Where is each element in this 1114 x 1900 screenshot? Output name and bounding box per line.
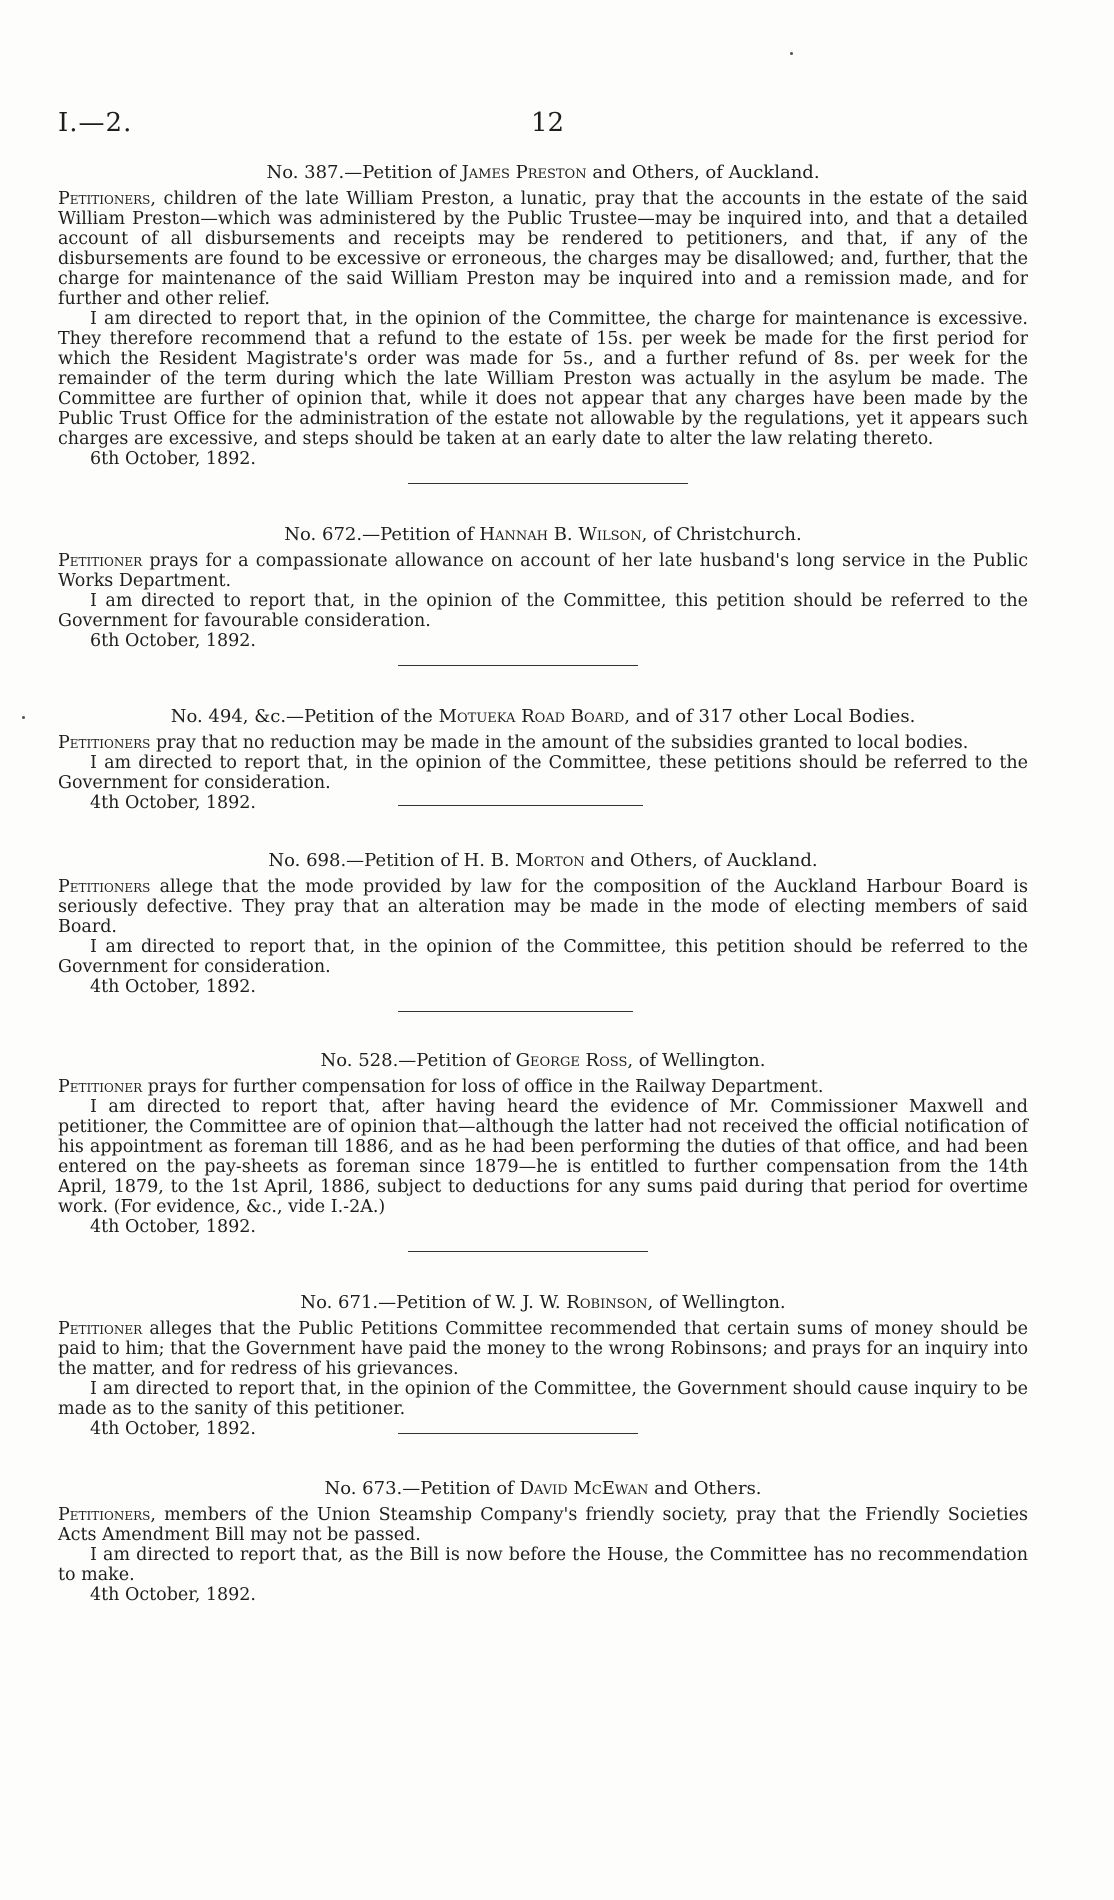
petition-summary: [58, 1077, 1028, 1097]
petition-title-suffix: and Others, of Auckland.: [590, 850, 818, 871]
report-date: 6th October, 1892.: [90, 449, 256, 469]
petition-number: No. 387.—Petition of: [266, 162, 456, 183]
petitioner-lead-word: Petitioner: [58, 1319, 143, 1339]
ink-speck: [790, 52, 793, 55]
petition-text: allege that the mode provided by law for the composition of the Auckland Harbour Board is seriously defective. They pray that an alteration may be made in the mode of electing members of said Board.: [58, 877, 1028, 937]
report-date: 4th October, 1892.: [90, 977, 256, 997]
petition-summary: [58, 877, 1028, 937]
petition-number: No. 671.—Petition of: [300, 1292, 490, 1313]
petition-number: No. 494, &c.—Petition of the: [170, 706, 433, 727]
petitioner-name: James Preston: [461, 162, 587, 183]
petition-number: No. 698.—Petition of: [268, 850, 458, 871]
committee-report: I am directed to report that, in the opinion of the Committee, this petition should be referred to the Government for consideration.: [58, 937, 1028, 977]
petition-text: , members of the Union Steamship Company's friendly society, pray that the Friendly Societies Acts Amendment Bill may not be passed.: [58, 1505, 1028, 1545]
report-date: 6th October, 1892.: [90, 631, 256, 651]
page-header: [58, 108, 1028, 148]
petitioner-lead-word: Petitioners: [58, 877, 151, 897]
petition-text: pray that no reduction may be made in the amount of the subsidies granted to local bodies.: [150, 733, 969, 753]
petition-title-suffix: , of Christchurch.: [641, 524, 802, 545]
petition-title-suffix: and Others.: [654, 1478, 762, 1499]
petition-block: [58, 162, 1028, 484]
petition-number: No. 528.—Petition of: [320, 1050, 510, 1071]
petition-block: [58, 524, 1028, 666]
petition-title: [58, 850, 1028, 872]
petition-summary: [58, 189, 1028, 309]
petitioner-name: David McEwan: [519, 1478, 649, 1499]
petition-summary: [58, 551, 1028, 591]
petitioner-name: W. J. W. Robinson: [495, 1292, 648, 1313]
committee-report: I am directed to report that, in the opinion of the Committee, these petitions should be referred to the Government for consideration.: [58, 753, 1028, 793]
petition-title: [58, 524, 1028, 546]
committee-report: I am directed to report that, in the opinion of the Committee, the Government should cause inquiry to be made as to the sanity of this petitioner.: [58, 1379, 1028, 1419]
committee-report: I am directed to report that, as the Bill is now before the House, the Committee has no recommendation to make.: [58, 1545, 1028, 1585]
petition-block: [58, 850, 1028, 1012]
petition-block: [58, 706, 1028, 813]
petition-title-suffix: , and of 317 other Local Bodies.: [624, 706, 916, 727]
report-date: 4th October, 1892.: [90, 1217, 256, 1237]
petitioner-name: Hannah B. Wilson: [479, 524, 642, 545]
petition-block: [58, 1292, 1028, 1439]
petition-text: alleges that the Public Petitions Committee recommended that certain sums of money should be paid to him; that the Government have paid the money to the wrong Robinsons; and prays for an inquiry into the matter, and for redress of his grievances.: [58, 1319, 1028, 1379]
petition-text: prays for a compassionate allowance on account of her late husband's long service in the Public Works Department.: [58, 551, 1028, 591]
petitioner-name: George Ross: [515, 1050, 628, 1071]
petition-block: [58, 1050, 1028, 1252]
petition-text: prays for further compensation for loss of office in the Railway Department.: [142, 1077, 824, 1097]
petition-summary: [58, 1319, 1028, 1379]
petitioner-lead-word: Petitioners: [58, 1505, 151, 1525]
petition-title-suffix: , of Wellington.: [627, 1050, 766, 1071]
report-date: 4th October, 1892.: [90, 793, 256, 813]
petitioner-lead-word: Petitioner: [58, 551, 143, 571]
committee-report: I am directed to report that, after having heard the evidence of Mr. Commissioner Maxwell and petitioner, the Committee are of opinion that—although the latter had not received the official notification of his appointment as foreman till 1886, and as he had been performing the duties of that office, and had been entered on the pay-sheets as foreman since 1879—he is entitled to further compensation from the 14th April, 1879, to the 1st April, 1886, subject to deductions for any sums paid during that period for overtime work. (For evidence, &c., vide I.-2A.): [58, 1097, 1028, 1217]
petition-title: [58, 706, 1028, 728]
petitioner-lead-word: Petitioner: [58, 1077, 143, 1097]
petition-title: [58, 1292, 1028, 1314]
petition-summary: [58, 1505, 1028, 1545]
ink-speck: [22, 716, 25, 719]
petition-number: No. 672.—Petition of: [284, 524, 474, 545]
page-number: 12: [531, 108, 565, 138]
petition-block: [58, 1478, 1028, 1605]
report-date: 4th October, 1892.: [90, 1585, 256, 1605]
petition-title: [58, 1478, 1028, 1500]
petition-title-suffix: , of Wellington.: [647, 1292, 786, 1313]
committee-report: I am directed to report that, in the opinion of the Committee, this petition should be referred to the Government for favourable consideration.: [58, 591, 1028, 631]
petition-text: , children of the late William Preston, a lunatic, pray that the accounts in the estate of the said William Preston—which was administered by the Public Trustee—may be inquired into, and that a detailed account of all disbursements and receipts may be rendered to petitioners, and that, if any of the disbursements are found to be excessive or erroneous, the charges may be disallowed; and, further, that the charge for maintenance of the said William Preston may be inquired into and a remission made, and for further and other relief.: [58, 189, 1028, 309]
document-id: I.—2.: [58, 108, 133, 138]
petitioner-name: H. B. Morton: [463, 850, 585, 871]
petitioner-lead-word: Petitioners: [58, 733, 151, 753]
committee-report: I am directed to report that, in the opinion of the Committee, the charge for maintenance is excessive. They therefore recommend that a refund to the estate of 15s. per week be made for the first period for which the Resident Magistrate's order was made for 5s., and a further refund of 8s. per week for the remainder of the term during which the late William Preston was actually in the asylum be made. The Committee are further of opinion that, while it does not appear that any charges have been made by the Public Trust Office for the administration of the estate not allowable by the regulations, yet it appears such charges are excessive, and steps should be taken at an early date to alter the law relating thereto.: [58, 309, 1028, 449]
petition-summary: [58, 733, 1028, 753]
petition-title: [58, 162, 1028, 184]
petition-title: [58, 1050, 1028, 1072]
petitioner-name: Motueka Road Board: [438, 706, 625, 727]
document-page: [58, 108, 1028, 1605]
petitioner-lead-word: Petitioners: [58, 189, 151, 209]
petition-number: No. 673.—Petition of: [324, 1478, 514, 1499]
petition-title-suffix: and Others, of Auckland.: [592, 162, 820, 183]
report-date: 4th October, 1892.: [90, 1419, 256, 1439]
